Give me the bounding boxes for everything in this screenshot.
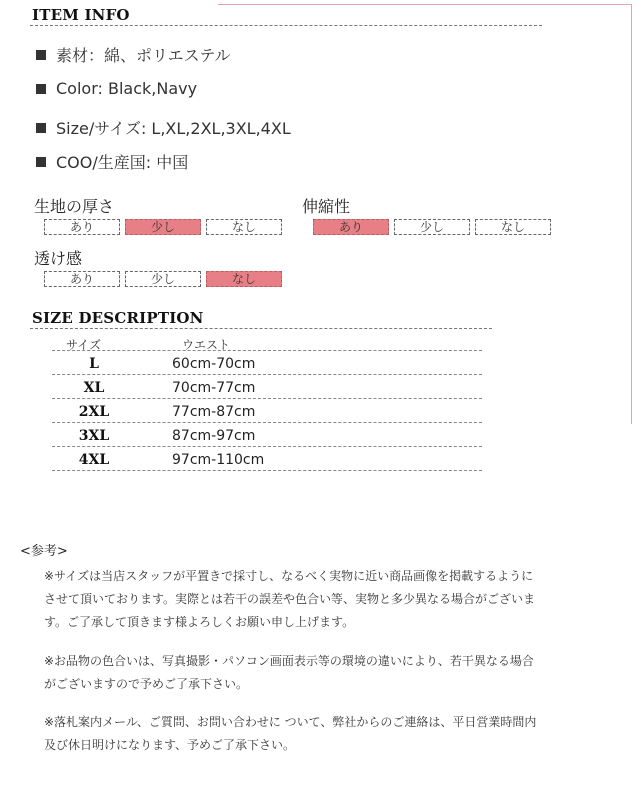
table-row-size: 4XL (78, 452, 110, 468)
info-item-material-text: 素材：綿、ポリエステル (56, 46, 231, 65)
stretch-option-nashi: なし (475, 219, 551, 235)
waist-header: ウエスト (182, 338, 231, 352)
table-row-waist: 70cm-77cm (172, 380, 256, 396)
table-divider (52, 446, 482, 447)
item-info-divider (30, 25, 542, 26)
sheer-label: 透け感 (34, 249, 83, 268)
thickness-option-ari: あり (44, 219, 120, 235)
table-row-waist: 87cm-97cm (172, 428, 256, 444)
size-header: サイズ (66, 338, 102, 352)
info-item-coo (36, 150, 188, 173)
bullet-square-icon (36, 157, 46, 167)
table-divider (52, 470, 482, 471)
bullet-square-icon (36, 123, 46, 133)
sheer-option-nashi: なし (206, 271, 282, 287)
info-item-size (36, 116, 291, 139)
table-row-size: 2XL (78, 404, 110, 420)
stretch-option-ari: あり (313, 219, 389, 235)
sheer-option-sukoshi: 少し (125, 271, 201, 287)
item-info-title: ITEM INFO (32, 6, 130, 24)
info-item-coo-text: COO/生産国: 中国 (56, 153, 189, 172)
stretch-label: 伸縮性 (302, 197, 351, 216)
info-item-color (36, 79, 197, 98)
table-divider (52, 350, 482, 351)
size-description-divider (30, 328, 492, 329)
note-paragraph: ※落札案内メール、ご質問、お問い合わせに ついて、弊社からのご連絡は、平日営業時間内及び休日明けになります、予めご了承下さい。 (44, 715, 537, 752)
info-item-color-text: Color: Black,Navy (56, 79, 198, 98)
table-divider (52, 398, 482, 399)
table-row-waist: 97cm-110cm (172, 452, 265, 468)
size-description-title: SIZE DESCRIPTION (32, 309, 204, 327)
info-item-size-text: Size/サイズ: L,XL,2XL,3XL,4XL (56, 119, 291, 138)
decorative-frame-top (218, 4, 632, 5)
decorative-frame-right (631, 4, 632, 424)
table-divider (52, 374, 482, 375)
notes-heading: <参考> (20, 544, 68, 559)
info-item-material (36, 43, 231, 66)
thickness-option-sukoshi: 少し (125, 219, 201, 235)
bullet-square-icon (36, 50, 46, 60)
sheer-option-ari: あり (44, 271, 120, 287)
bullet-square-icon (36, 84, 46, 94)
note-paragraph: ※お品物の色合いは、写真撮影・パソコン画面表示等の環境の違いにより、若干異なる場合がございますので予めご了承下さい。 (44, 654, 534, 691)
stretch-option-sukoshi: 少し (394, 219, 470, 235)
table-row-size: XL (83, 380, 105, 396)
table-row-waist: 60cm-70cm (172, 356, 256, 372)
note-paragraph: ※サイズは当店スタッフが平置きで採寸し、なるべく実物に近い商品画像を掲載するようにさせて頂いております。実際とは若干の誤差や色合い等、実物と多少異なる場合がございます。ご了承して頂きます様よろしくお願い申し上げます。 (44, 569, 536, 629)
table-row-size: L (89, 356, 99, 372)
table-row-size: 3XL (78, 428, 110, 444)
thickness-label: 生地の厚さ (34, 197, 115, 216)
thickness-option-nashi: なし (206, 219, 282, 235)
table-row-waist: 77cm-87cm (172, 404, 256, 420)
table-divider (52, 422, 482, 423)
